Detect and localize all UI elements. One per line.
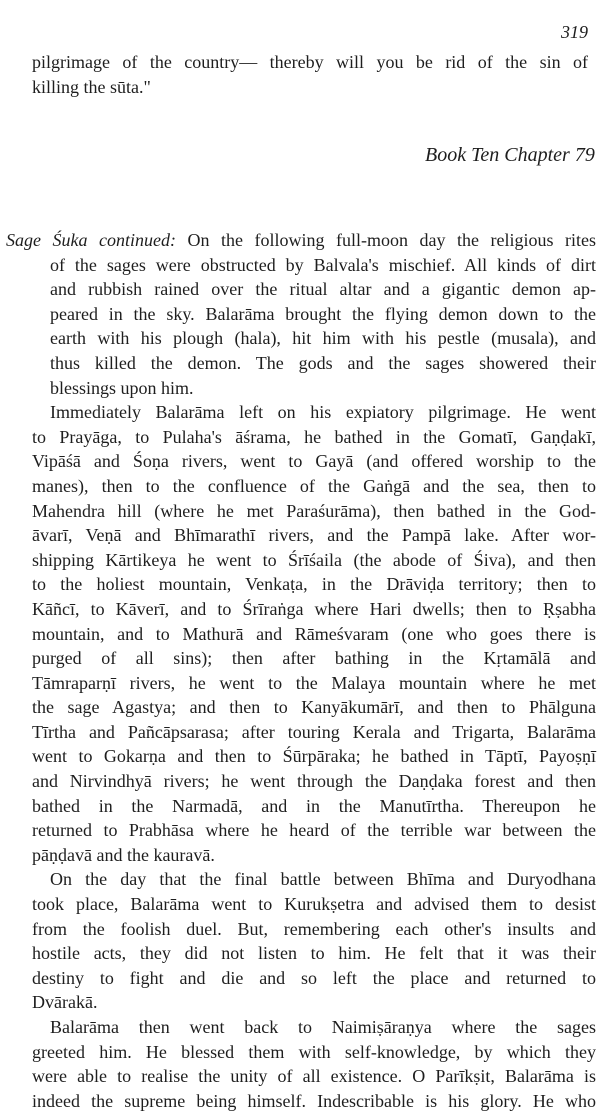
text-line: āvarī, Veṇā and Bhīmarathī rivers, and the Pampā lake. After wor-: [32, 525, 596, 546]
text-run: On the following full-moon day the religious rites: [175, 230, 597, 250]
paragraph: [6, 228, 596, 400]
speaker-lead: Sage Śuka continued:: [6, 230, 176, 250]
text-line: to the holiest mountain, Venkaṭa, in the Drāviḍa territory; then to: [32, 574, 596, 595]
text-line: shipping Kārtikeya he went to Śrīśaila (the abode of Śiva), and then: [32, 549, 596, 570]
text-line: pāṇḍavā and the kauravā.: [32, 844, 215, 865]
text-line: of the sages were obstructed by Balvala's mischief. All kinds of dirt: [50, 254, 596, 275]
text-line: purged of all sins); then after bathing in the Kṛtamālā and: [32, 648, 596, 669]
text-line: destiny to fight and die and so left the place and returned to: [32, 967, 596, 988]
text-line: Tāmraparṇī rivers, he went to the Malaya mountain where he met: [32, 672, 596, 693]
paragraph: [6, 1015, 596, 1113]
chapter-body: [6, 228, 596, 1113]
text-line: from the foolish duel. But, remembering each other's insults and: [32, 918, 596, 939]
text-line: and rubbish rained over the ritual altar and a gigantic demon ap-: [50, 279, 596, 300]
text-line: earth with his plough (hala), hit him with his pestle (musala), and: [50, 328, 596, 349]
text-line: the sage Agastya; and then to Kanyākumārī, and then to Phālguna: [32, 697, 596, 718]
text-line: mountain, and to Mathurā and Rāmeśvaram (one who goes there is: [32, 623, 596, 644]
text-line: Kāñcī, to Kāverī, and to Śrīraṅga where Hari dwells; then to Ṛṣabha: [32, 598, 596, 619]
page-number: 319: [561, 22, 588, 42]
text-line: and Nirvindhyā rivers; he went through the Daṇḍaka forest and then: [32, 771, 596, 792]
text-line: bathed in the Narmadā, and in the Manutīrtha. Thereupon he: [32, 795, 596, 816]
text-line: On the day that the final battle between Bhīma and Duryodhana: [50, 869, 596, 890]
text-line: Tīrtha and Pañcāpsarasa; after touring Kerala and Trigarta, Balarāma: [32, 721, 596, 742]
text-line: blessings upon him.: [50, 377, 194, 398]
text-line: returned to Prabhāsa where he heard of the terrible war between the: [32, 820, 596, 841]
text-line: took place, Balarāma went to Kurukṣetra and advised them to desist: [32, 894, 596, 915]
text-line: peared in the sky. Balarāma brought the flying demon down to the: [50, 303, 596, 324]
text-line: Balarāma then went back to Naimiṣāraṇya where the sages: [50, 1017, 596, 1037]
text-line: to Prayāga, to Pulaha's āśrama, he bathed in the Gomatī, Gaṇḍakī,: [32, 426, 596, 447]
text-line: Vipāśā and Śoṇa rivers, went to Gayā (and offered worship to the: [32, 451, 596, 472]
text-line: thus killed the demon. The gods and the sages showered their: [50, 352, 596, 373]
text-line: Mahendra hill (where he met Paraśurāma), then bathed in the God-: [32, 500, 596, 521]
text-line: pilgrimage of the country— thereby will you be rid of the sin of: [32, 52, 588, 72]
paragraph: [6, 867, 596, 1015]
text-line: were able to realise the unity of all existence. O Parīkṣit, Balarāma is: [32, 1066, 596, 1087]
text-line: Immediately Balarāma left on his expiatory pilgrimage. He went: [50, 402, 596, 423]
text-line: [6, 228, 596, 253]
text-line: killing the sūta.": [32, 76, 151, 97]
paragraph: [6, 400, 596, 867]
text-line: indeed the supreme being himself. Indescribable is his glory. He who: [32, 1090, 596, 1111]
text-line: greeted him. He blessed them with self-knowledge, by which they: [32, 1041, 596, 1062]
text-line: Dvārakā.: [32, 992, 98, 1013]
text-line: manes), then to the confluence of the Gaṅgā and the sea, then to: [32, 475, 596, 496]
chapter-heading: Book Ten Chapter 79: [425, 144, 595, 166]
text-line: went to Gokarṇa and then to Śūrpāraka; he bathed in Tāptī, Payoṣṇī: [32, 746, 596, 767]
continuation-text: [32, 50, 588, 99]
text-line: hostile acts, they did not listen to him. He felt that it was their: [32, 943, 596, 964]
